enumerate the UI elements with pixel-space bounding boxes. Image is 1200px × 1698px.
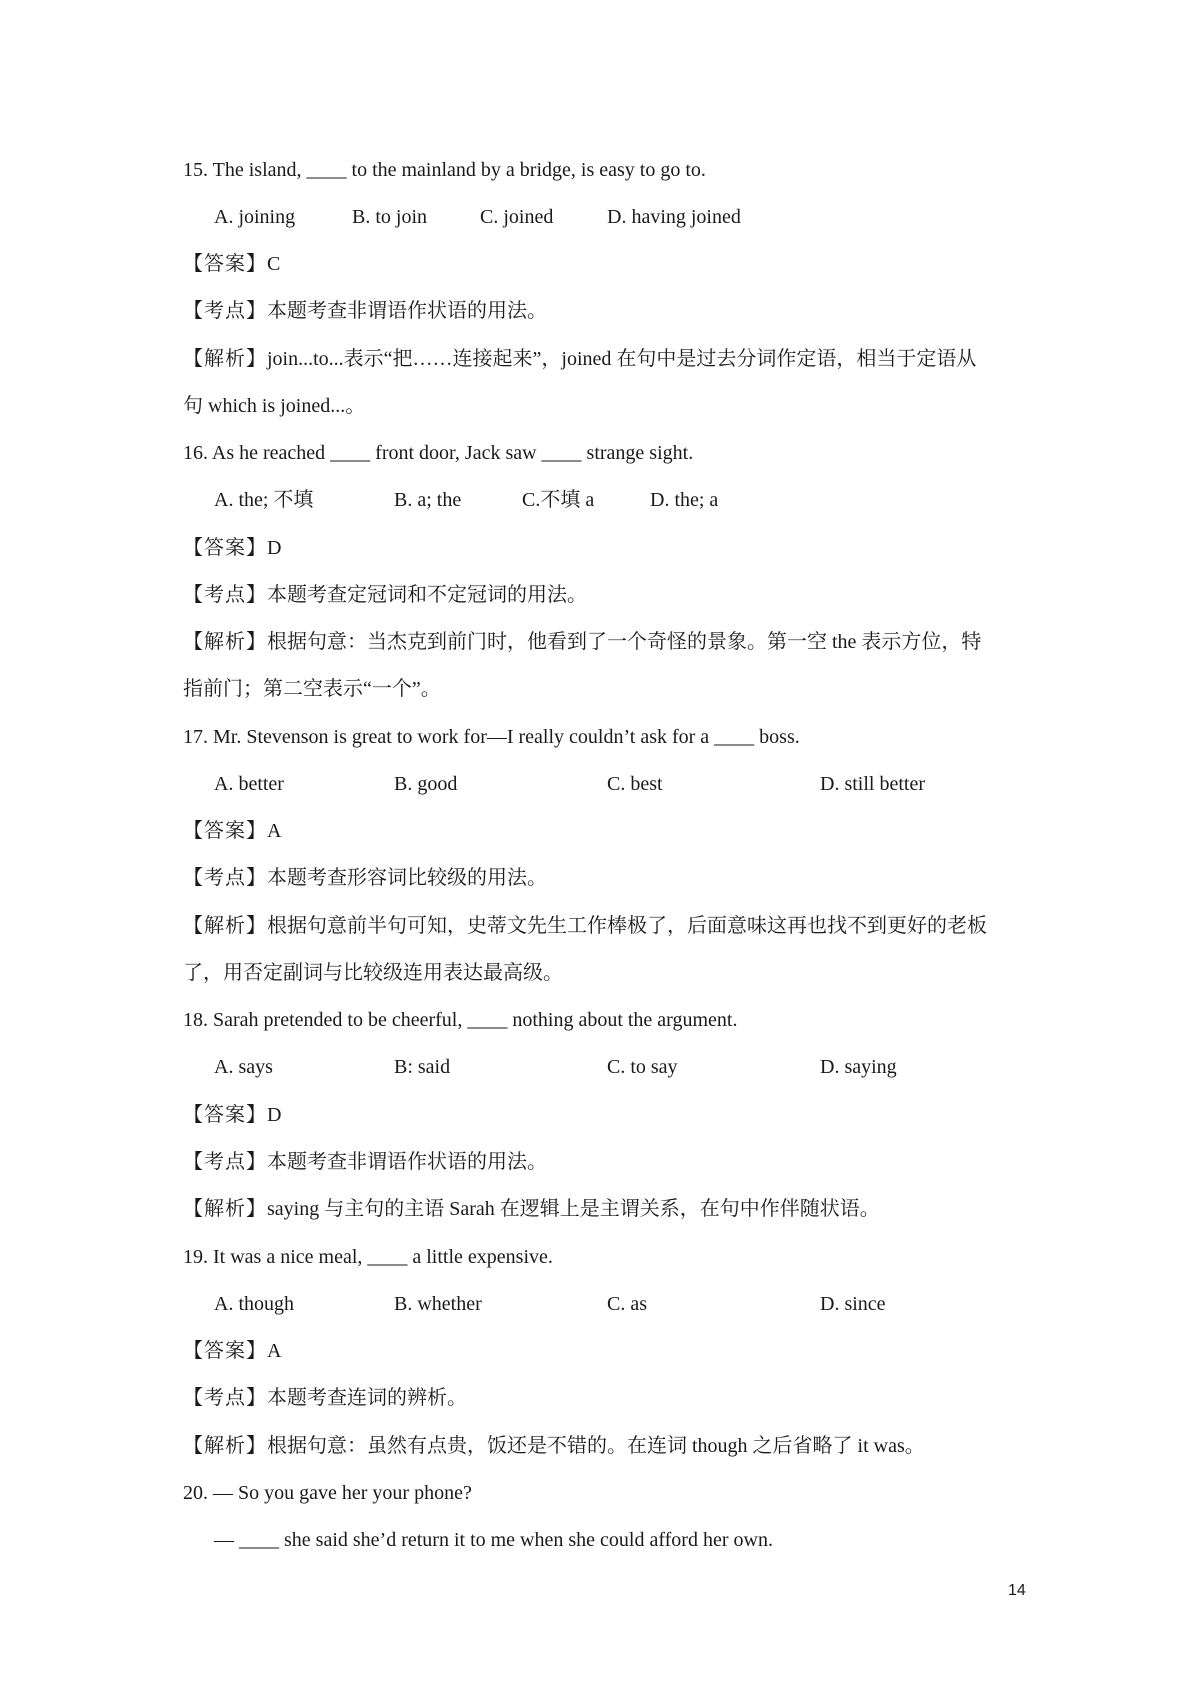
question-18-point (183, 1148, 547, 1176)
question-19-stem: 19. It was a nice meal, ____ a little expensive. (183, 1246, 553, 1268)
analysis-tag: 【解析】 (183, 631, 267, 653)
question-19-analysis (183, 1432, 925, 1460)
option-b: B. a; the (394, 489, 462, 511)
option-c: C. best (607, 773, 663, 795)
question-17-analysis-cont: 了，用否定副词与比较级连用表达最高级。 (183, 962, 563, 984)
question-15-answer (183, 250, 280, 278)
option-c: C. as (607, 1293, 647, 1315)
answer-value: D (267, 537, 282, 559)
analysis-text: 根据句意：当杰克到前门时，他看到了一个奇怪的景象。第一空 the 表示方位，特 (267, 631, 982, 653)
question-16-analysis-cont: 指前门；第二空表示“一个”。 (183, 678, 441, 700)
analysis-text: 根据句意：虽然有点贵，饭还是不错的。在连词 though 之后省略了 it was。 (267, 1435, 925, 1457)
point-tag: 【考点】 (183, 300, 267, 322)
question-15-analysis-cont: 句 which is joined...。 (183, 395, 366, 417)
point-tag: 【考点】 (183, 867, 267, 889)
answer-tag: 【答案】 (183, 537, 267, 559)
question-16-point (183, 581, 587, 609)
analysis-tag: 【解析】 (183, 915, 267, 937)
point-tag: 【考点】 (183, 1387, 267, 1409)
question-16-stem: 16. As he reached ____ front door, Jack saw ____ strange sight. (183, 442, 694, 464)
point-text: 本题考查连词的辨析。 (267, 1387, 467, 1409)
option-a: A. though (214, 1293, 294, 1315)
answer-value: D (267, 1104, 282, 1126)
option-d: D. having joined (607, 206, 741, 228)
option-b: B. good (394, 773, 458, 795)
question-19-point (183, 1384, 467, 1412)
option-b: B. whether (394, 1293, 482, 1315)
answer-value: A (267, 1340, 282, 1362)
option-b: B: said (394, 1056, 451, 1078)
answer-tag: 【答案】 (183, 1340, 267, 1362)
analysis-text: 根据句意前半句可知，史蒂文先生工作棒极了，后面意味这再也找不到更好的老板 (267, 915, 987, 937)
analysis-text: saying 与主句的主语 Sarah 在逻辑上是主谓关系，在句中作伴随状语。 (267, 1198, 880, 1220)
question-20-stem: 20. — So you gave her your phone? (183, 1482, 472, 1504)
option-a: A. says (214, 1056, 273, 1078)
option-c: C.不填 a (522, 489, 595, 511)
point-tag: 【考点】 (183, 1151, 267, 1173)
question-20-reply: — ____ she said she’d return it to me when she could afford her own. (214, 1529, 773, 1551)
question-15-point (183, 297, 547, 325)
question-16-answer (183, 534, 281, 562)
option-b: B. to join (352, 206, 428, 228)
answer-tag: 【答案】 (183, 1104, 267, 1126)
point-tag: 【考点】 (183, 584, 267, 606)
answer-value: A (267, 820, 282, 842)
question-18-analysis (183, 1195, 880, 1223)
answer-tag: 【答案】 (183, 820, 267, 842)
option-c: C. joined (480, 206, 554, 228)
point-text: 本题考查非谓语作状语的用法。 (267, 1151, 547, 1173)
option-d: D. still better (820, 773, 925, 795)
question-17-answer (183, 817, 281, 845)
question-17-stem: 17. Mr. Stevenson is great to work for—I really couldn’t ask for a ____ boss. (183, 726, 800, 748)
option-c: C. to say (607, 1056, 678, 1078)
question-18-answer (183, 1101, 281, 1129)
question-15-stem: 15. The island, ____ to the mainland by a bridge, is easy to go to. (183, 159, 706, 181)
page-number: 14 (1008, 1582, 1026, 1599)
analysis-tag: 【解析】 (183, 348, 267, 370)
question-19-answer (183, 1337, 281, 1365)
answer-value: C (267, 253, 281, 275)
option-d: D. since (820, 1293, 886, 1315)
point-text: 本题考查定冠词和不定冠词的用法。 (267, 584, 587, 606)
analysis-tag: 【解析】 (183, 1198, 267, 1220)
answer-tag: 【答案】 (183, 253, 267, 275)
question-15-analysis (183, 345, 976, 373)
option-a: A. joining (214, 206, 296, 228)
question-16-analysis (183, 628, 981, 656)
analysis-tag: 【解析】 (183, 1435, 267, 1457)
question-18-stem: 18. Sarah pretended to be cheerful, ____ nothing about the argument. (183, 1009, 738, 1031)
option-d: D. saying (820, 1056, 897, 1078)
analysis-text: join...to...表示“把……连接起来”，joined 在句中是过去分词作定语，相当于定语从 (267, 348, 977, 370)
option-a: A. the; 不填 (214, 489, 314, 511)
option-a: A. better (214, 773, 284, 795)
point-text: 本题考查非谓语作状语的用法。 (267, 300, 547, 322)
point-text: 本题考查形容词比较级的用法。 (267, 867, 547, 889)
question-17-point (183, 864, 547, 892)
option-d: D. the; a (650, 489, 719, 511)
question-17-analysis (183, 912, 987, 940)
